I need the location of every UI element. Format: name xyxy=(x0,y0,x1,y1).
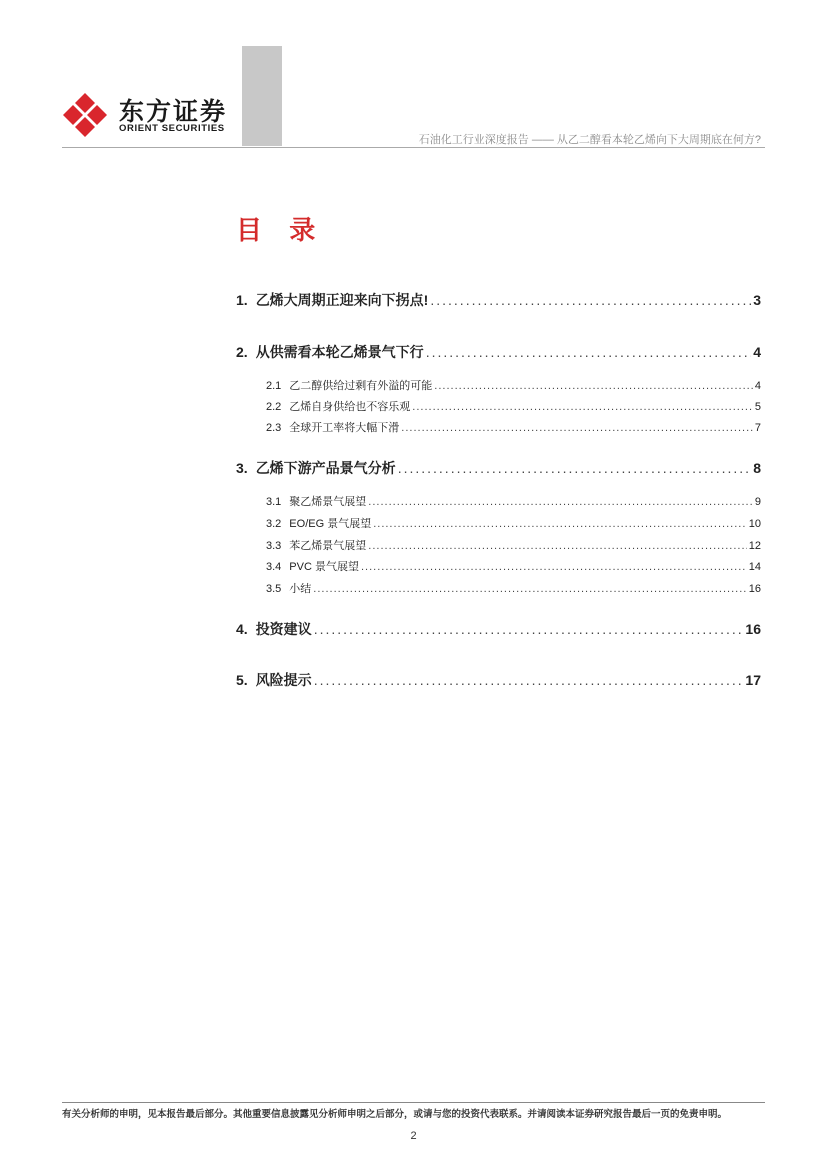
toc-leader-dots xyxy=(398,460,752,476)
toc-entry-title: 小结 xyxy=(289,583,312,595)
toc-leader-dots xyxy=(361,561,747,573)
toc-entry-title: 乙烯自身供给也不容乐观 xyxy=(289,401,411,413)
toc-entry-3-4[interactable] xyxy=(236,558,761,574)
toc-entry-number: 3.5 xyxy=(266,583,282,595)
footer-disclaimer: 有关分析师的申明，见本报告最后部分。其他重要信息披露见分析师申明之后部分，或请与您的投资代表联系。并请阅读本证券研究报告最后一页的免责申明。 xyxy=(62,1109,728,1120)
toc-leader-dots xyxy=(412,401,753,413)
toc-entry-title: 乙烯大周期正迎来向下拐点! xyxy=(255,292,429,308)
footer-divider xyxy=(62,1102,765,1103)
toc-entry-page: 3 xyxy=(753,292,761,308)
toc-entry-number: 3.2 xyxy=(266,518,282,530)
toc-entry-title: EO/EG 景气展望 xyxy=(289,518,372,530)
toc-entry-number: 4. xyxy=(236,621,248,637)
toc-entry-number: 5. xyxy=(236,672,248,688)
toc-entry-page: 14 xyxy=(748,561,761,573)
toc-entry-3[interactable] xyxy=(236,458,761,478)
header-divider xyxy=(62,147,765,148)
toc-entry-2-3[interactable] xyxy=(236,419,761,435)
logo-chinese-name: 东方证券 xyxy=(119,98,228,126)
toc-entry-number: 2.1 xyxy=(266,380,282,392)
toc-entry-page: 4 xyxy=(753,344,761,360)
page-number: 2 xyxy=(410,1130,417,1142)
toc-entry-3-3[interactable] xyxy=(236,537,761,553)
toc-entry-number: 2. xyxy=(236,344,248,360)
toc-leader-dots xyxy=(368,496,753,508)
toc-entry-number: 3.4 xyxy=(266,561,282,573)
toc-leader-dots xyxy=(373,518,747,530)
toc-entry-1[interactable] xyxy=(236,290,761,310)
toc-leader-dots xyxy=(430,292,751,308)
toc-leader-dots xyxy=(426,344,752,360)
orient-diamond-logo-icon xyxy=(62,92,108,138)
logo-english-name: ORIENT SECURITIES xyxy=(119,123,225,134)
toc-entry-page: 17 xyxy=(745,672,761,688)
toc-entry-title: 乙二醇供给过剩有外溢的可能 xyxy=(289,380,433,392)
toc-entry-page: 10 xyxy=(748,518,761,530)
toc-leader-dots xyxy=(314,672,744,688)
toc-entry-page: 9 xyxy=(754,496,761,508)
toc-entry-number: 3.3 xyxy=(266,540,282,552)
toc-entry-number: 2.2 xyxy=(266,401,282,413)
header-gray-bar xyxy=(242,46,282,146)
toc-entry-page: 8 xyxy=(753,460,761,476)
company-logo xyxy=(62,92,232,140)
toc-entry-2-1[interactable] xyxy=(236,377,761,393)
toc-leader-dots xyxy=(434,380,753,392)
report-header-title: 石油化工行业深度报告 —— 从乙二醇看本轮乙烯向下大周期底在何方? xyxy=(418,134,761,146)
toc-entry-number: 3.1 xyxy=(266,496,282,508)
toc-entry-title: 聚乙烯景气展望 xyxy=(289,496,367,508)
toc-entry-title: 全球开工率将大幅下滑 xyxy=(289,422,400,434)
toc-entry-5[interactable] xyxy=(236,670,761,690)
toc-entry-number: 2.3 xyxy=(266,422,282,434)
toc-entry-page: 7 xyxy=(754,422,761,434)
toc-leader-dots xyxy=(401,422,753,434)
toc-entry-number: 3. xyxy=(236,460,248,476)
toc-entry-page: 16 xyxy=(748,583,761,595)
toc-entry-3-2[interactable] xyxy=(236,515,761,531)
toc-entry-page: 12 xyxy=(748,540,761,552)
toc-entry-3-1[interactable] xyxy=(236,493,761,509)
toc-entry-title: PVC 景气展望 xyxy=(289,561,359,573)
toc-entry-2[interactable] xyxy=(236,342,761,362)
toc-entry-title: 从供需看本轮乙烯景气下行 xyxy=(255,344,424,360)
toc-leader-dots xyxy=(368,540,746,552)
toc-entry-title: 风险提示 xyxy=(255,672,312,688)
toc-entry-title: 投资建议 xyxy=(255,621,312,637)
toc-entry-page: 4 xyxy=(754,380,761,392)
toc-entry-title: 乙烯下游产品景气分析 xyxy=(255,460,396,476)
toc-leader-dots xyxy=(314,621,744,637)
toc-entry-4[interactable] xyxy=(236,619,761,639)
toc-entry-page: 5 xyxy=(754,401,761,413)
toc-entry-page: 16 xyxy=(745,621,761,637)
toc-leader-dots xyxy=(313,583,746,595)
toc-entry-2-2[interactable] xyxy=(236,398,761,414)
toc-heading: 目 录 xyxy=(236,215,326,245)
toc-entry-number: 1. xyxy=(236,292,248,308)
toc-entry-3-5[interactable] xyxy=(236,580,761,596)
toc-entry-title: 苯乙烯景气展望 xyxy=(289,540,367,552)
